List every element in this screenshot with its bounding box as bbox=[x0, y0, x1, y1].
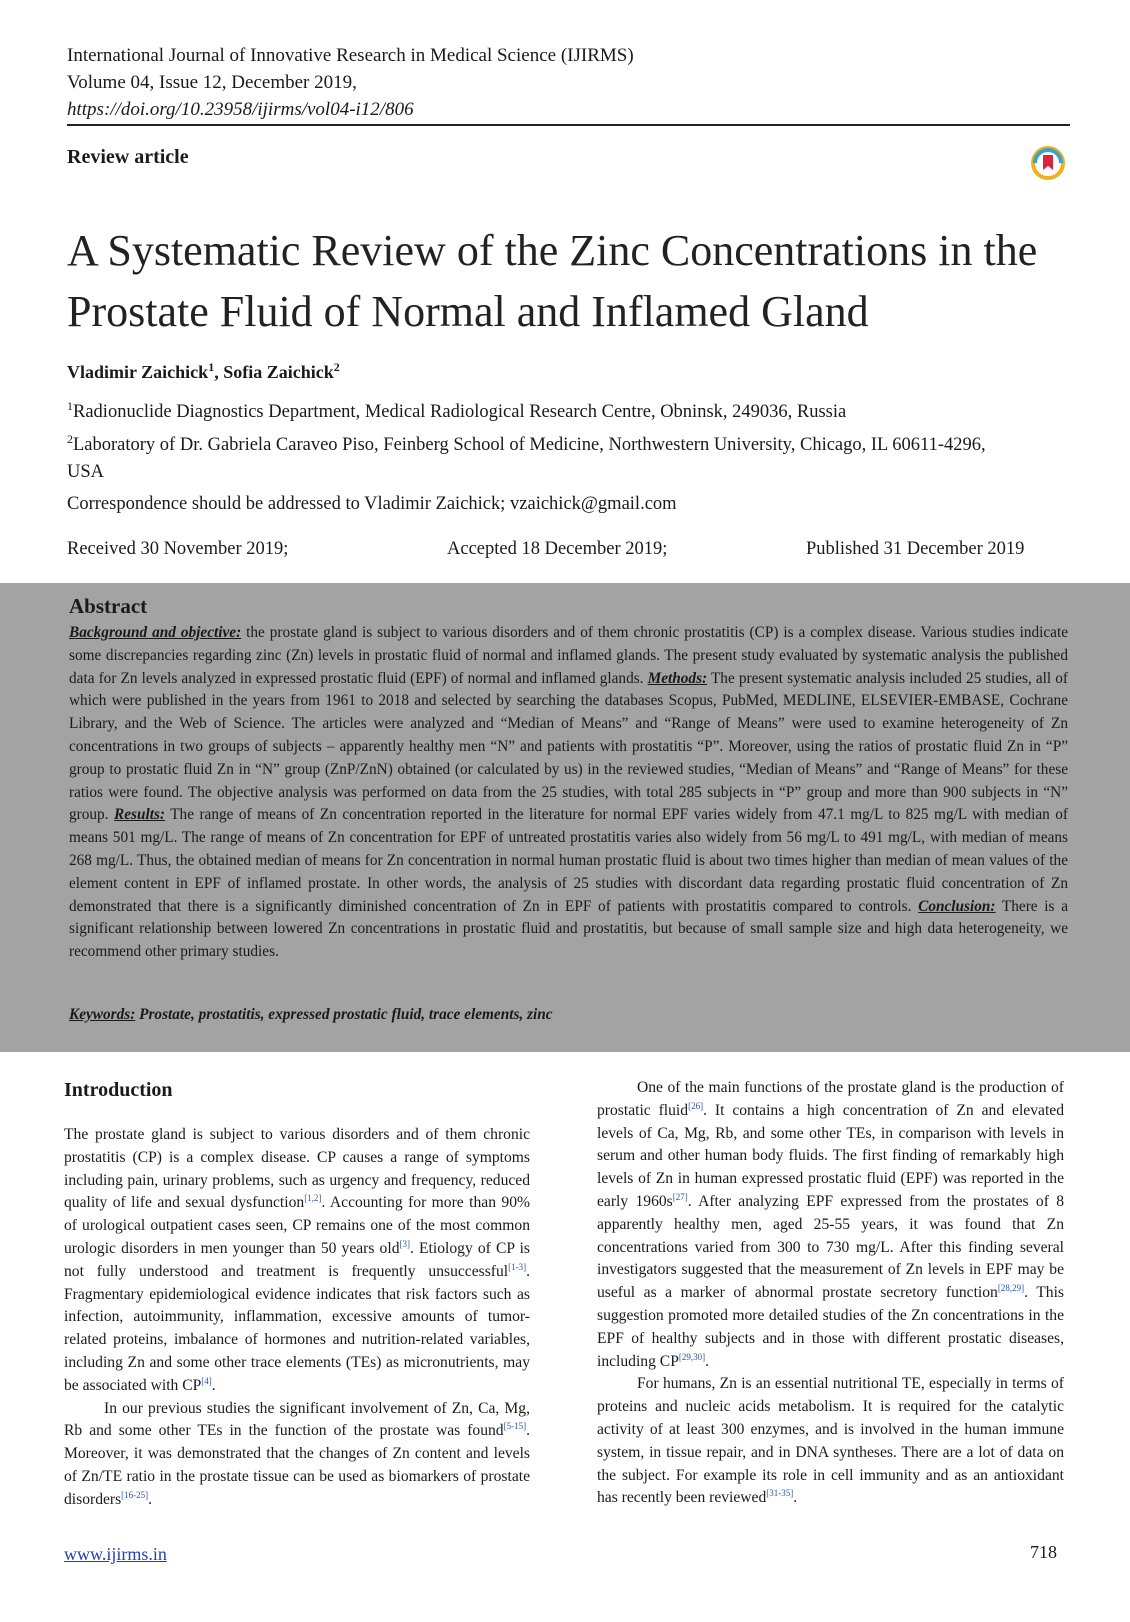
article-type: Review article bbox=[67, 146, 189, 168]
keywords bbox=[69, 1006, 553, 1024]
abstract-heading: Abstract bbox=[69, 594, 148, 618]
doi-link[interactable]: https://doi.org/10.23958/ijirms/vol04-i12/806 bbox=[67, 99, 414, 120]
methods-label: Methods: bbox=[647, 669, 708, 687]
affiliations bbox=[67, 393, 1027, 486]
affiliation-mark: 1 bbox=[67, 399, 73, 413]
article-title: A Systematic Review of the Zinc Concentrations in the Prostate Fluid of Normal and Inflamed Gland bbox=[67, 226, 1038, 336]
text-column-right bbox=[597, 1077, 1064, 1510]
journal-volume: Volume 04, Issue 12, December 2019, bbox=[67, 72, 357, 93]
affiliation-2 bbox=[67, 426, 1027, 486]
accepted-date: Accepted 18 December 2019; bbox=[447, 539, 668, 559]
keywords-text: Prostate, prostatitis, expressed prostatic fluid, trace elements, zinc bbox=[135, 1006, 553, 1023]
header-divider bbox=[67, 124, 1070, 126]
conclusion-text: There is a significant relationship between lowered Zn concentrations in prostatic fluid and prostatitis, but because of small sample size and high data heterogeneity, we recommend other primary studies. bbox=[69, 897, 1068, 961]
author-list bbox=[67, 360, 340, 383]
results-text: The range of means of Zn concentration reported in the literature for normal EPF varies widely from 47.1 mg/L to 825 mg/L with median of means 501 mg/L. The range of means of Zn concentration for EPF of untreated prostatitis varies also widely from 56 mg/L to 491 mg/L, with median of means 268 mg/L. Thus, the obtained median of means for Zn concentration in normal human prostatic fluid is about two times higher than median of mean values of the element content in EPF of inflamed prostate. In other words, the analysis of 25 studies with discordant data regarding prostatic fluid concentration of Zn demonstrated that there is a significantly diminished concentration of Zn in EPF of patients with prostatitis compared to controls. bbox=[69, 806, 1068, 915]
section-heading-introduction: Introduction bbox=[64, 1079, 173, 1101]
author-affiliation-mark: 2 bbox=[333, 360, 340, 374]
paragraph: One of the main functions of the prostate gland is the production of prostatic fluid[26]. It contains a high concentration of Zn and elevated levels of Ca, Mg, Rb, and some other TEs, in comparison with levels in serum and other human body fluids. The first finding of remarkably high levels of Zn in human expressed prostatic fluid (EPF) was reported in the early 1960s[27]. After analyzing EPF expressed from the prostates of 8 apparently healthy men, aged 25-55 years, it was found that Zn concentrations varied from 300 to 730 mg/L. After this finding several investigators suggested that the measurement of Zn levels in EPF may be useful as a marker of abnormal prostate secretory function[28,29]. This suggestion promoted more detailed studies of the Zn concentrations in the EPF of healthy subjects and in those with different prostatic diseases, including CP[29,30]. bbox=[597, 1079, 1064, 1370]
journal-header bbox=[67, 42, 634, 123]
journal-name: International Journal of Innovative Research in Medical Science (IJIRMS) bbox=[67, 45, 634, 66]
methods-text: The present systematic analysis included 25 studies, all of which were published in the years from 1961 to 2018 and selected by searching the databases Scopus, PubMed, MEDLINE, ELSEVIER-EMBASE, Cochrane Library, and the Web of Science. The articles were analyzed and “Median of Means” and “Range of Means” were used to examine heterogeneity of Zn concentrations in two groups of subjects – apparently healthy men “N” and patients with prostatitis “P”. Moreover, using the ratios of prostatic fluid Zn in “P” group to prostatic fluid Zn in “N” group (ZnP/ZnN) obtained (or calculated by us) in the reviewed studies, “Median of Means” and “Range of Means” for these ratios were found. The objective analysis was performed on data from the 25 studies, with total 285 subjects in “P” group and more than 900 subjects in “N” group. bbox=[69, 669, 1068, 824]
received-date: Received 30 November 2019; bbox=[67, 539, 289, 559]
keywords-label: Keywords: bbox=[69, 1006, 136, 1023]
citation-link[interactable]: [29,30] bbox=[678, 1351, 706, 1362]
affiliation-text: Radionuclide Diagnostics Department, Medical Radiological Research Centre, Obninsk, 249036, Russia bbox=[73, 402, 847, 423]
citation-link[interactable]: [16-25] bbox=[121, 1489, 149, 1500]
background-text: the prostate gland is subject to various disorders and of them chronic prostatitis (CP) is a complex disease. Various studies indicate some discrepancies regarding zinc (Zn) levels in prostatic fluid of normal and inflamed glands. The present study evaluated by systematic analysis the published data for Zn levels analyzed in expressed prostatic fluid (EPF) of normal and inflamed glands. bbox=[69, 624, 1068, 687]
affiliation-1 bbox=[67, 393, 1027, 426]
citation-link[interactable]: [28,29] bbox=[997, 1282, 1025, 1293]
page-number: 718 bbox=[1030, 1542, 1057, 1562]
published-date: Published 31 December 2019 bbox=[806, 539, 1025, 559]
crossmark-bookmark-icon[interactable] bbox=[1031, 146, 1065, 180]
affiliation-text: Laboratory of Dr. Gabriela Caraveo Piso, Feinberg School of Medicine, Northwestern University, Chicago, IL 60611-4296, USA bbox=[67, 435, 986, 483]
citation-link[interactable]: [1-3] bbox=[508, 1261, 527, 1272]
citation-link[interactable]: [4] bbox=[201, 1375, 212, 1386]
author-name: Sofia Zaichick bbox=[223, 362, 334, 382]
author-name: Vladimir Zaichick bbox=[67, 362, 209, 382]
footer-website-link[interactable]: www.ijirms.in bbox=[64, 1544, 167, 1564]
conclusion-label: Conclusion: bbox=[918, 897, 996, 915]
paragraph: The prostate gland is subject to various disorders and of them chronic prostatitis (CP) is a complex disease. CP causes a range of symptoms including pain, urinary problems, such as urgency and frequency, reduced quality of life and sexual dysfunction[1,2]. Accounting for more than 90% of urological outpatient cases seen, CP remains one of the most common urologic disorders in men younger than 50 years old[3]. Etiology of CP is not fully understood and treatment is frequently unsuccessful[1-3]. Fragmentary epidemiological evidence indicates that risk factors such as infection, autoimmunity, inflammation, excessive amounts of tumor-related proteins, imbalance of hormones and nutrition-related variables, including Zn and some other trace elements (TEs) as micronutrients, may be associated with CP[4]. bbox=[64, 1126, 530, 1394]
citation-link[interactable]: [31-35] bbox=[766, 1488, 794, 1499]
affiliation-mark: 2 bbox=[67, 432, 73, 447]
text-column-left bbox=[64, 1124, 530, 1512]
paragraph: For humans, Zn is an essential nutritional TE, especially in terms of proteins and nucleic acids metabolism. It is required for the catalytic activity of at least 300 enzymes, and is involved in the human immune system, in tissue repair, and in DNA syntheses. There are a lot of data on the subject. For example its role in cell immunity and as an antioxidant has recently been reviewed[31-35]. bbox=[597, 1375, 1064, 1507]
paragraph: In our previous studies the significant involvement of Zn, Ca, Mg, Rb and some other TEs in the function of the prostate was found[5-15]. Moreover, it was demonstrated that the changes of Zn content and levels of Zn/TE ratio in the prostate tissue can be used as biomarkers of prostate disorders[16-25]. bbox=[64, 1399, 530, 1508]
citation-link[interactable]: [3] bbox=[399, 1238, 410, 1249]
abstract-body bbox=[69, 622, 1068, 964]
results-label: Results: bbox=[114, 806, 165, 824]
citation-link[interactable]: [5-15] bbox=[503, 1421, 527, 1432]
citation-link[interactable]: [26] bbox=[688, 1100, 704, 1111]
citation-link[interactable]: [27] bbox=[672, 1191, 688, 1202]
author-affiliation-mark: 1 bbox=[208, 360, 215, 374]
correspondence: Correspondence should be addressed to Vladimir Zaichick; vzaichick@gmail.com bbox=[67, 494, 677, 514]
background-label: Background and objective: bbox=[69, 624, 242, 641]
citation-link[interactable]: [1,2] bbox=[304, 1193, 322, 1204]
author-separator: , bbox=[214, 362, 224, 382]
